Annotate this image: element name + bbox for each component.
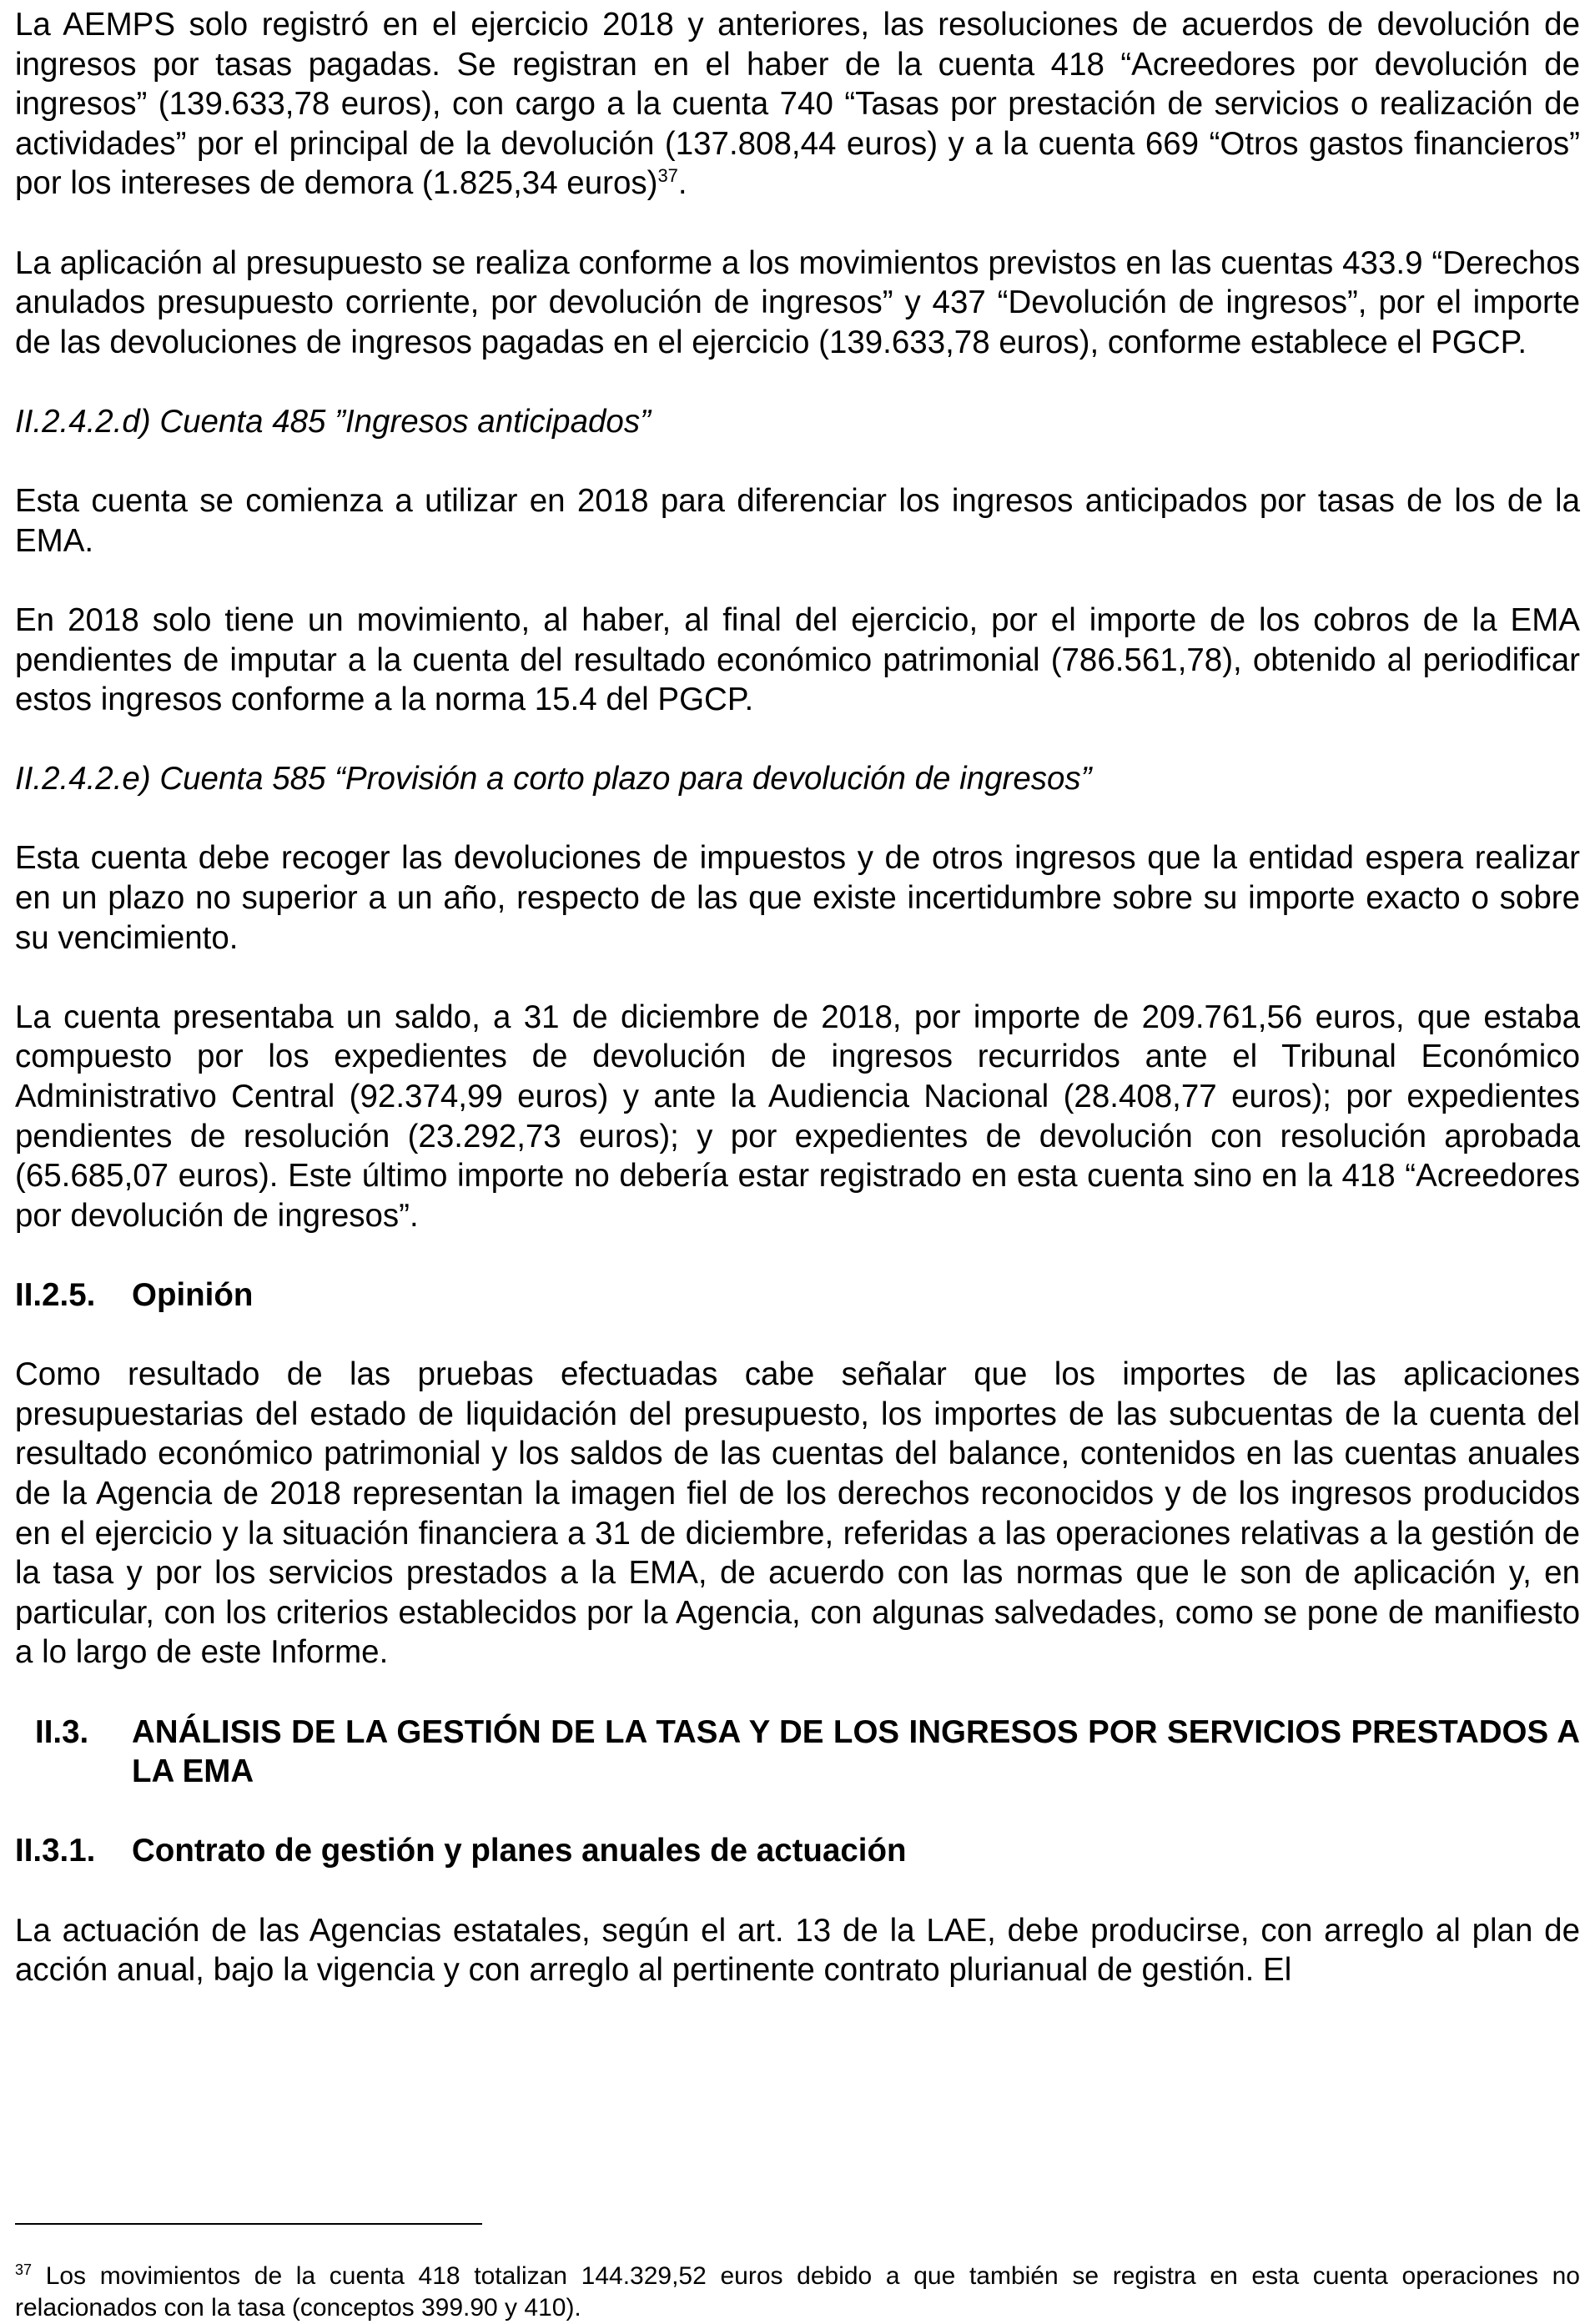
footnote-reference[interactable]: 37: [657, 165, 678, 187]
paragraph-cuenta-485-uso: Esta cuenta se comienza a utilizar en 2018 para diferenciar los ingresos anticipados por tasas de los de la EMA.: [15, 483, 1580, 559]
paragraph-registro-devoluciones: [15, 5, 1580, 204]
footnote-number: 37: [15, 2261, 33, 2278]
section-title: Contrato de gestión y planes anuales de actuación: [132, 1833, 907, 1869]
paragraph-aplicacion-presupuesto: La aplicación al presupuesto se realiza conforme a los movimientos previstos en las cuentas 433.9 “Derechos anulados presupuesto corriente, por devolución de ingresos” y 437 “Devolución de ingresos”, por el importe de las devoluciones de ingresos pagadas en el ejercicio (139.633,78 euros), conforme establece el PGCP.: [15, 244, 1580, 360]
section-number: II.3.: [35, 1713, 89, 1750]
section-heading-contrato: [15, 1831, 1580, 1871]
section-number: II.2.5.: [15, 1277, 96, 1313]
section-heading-opinion: [15, 1275, 1580, 1315]
section-heading-cuenta-585: II.2.4.2.e) Cuenta 585 “Provisión a corto plazo para devolución de ingresos”: [15, 761, 1092, 797]
section-number: II.3.1.: [15, 1833, 96, 1869]
paragraph-opinion: Como resultado de las pruebas efectuadas cabe señalar que los importes de las aplicaciones presupuestarias del estado de liquidación del presupuesto, los importes de las subcuentas de la cuenta del resultado económico patrimonial y los saldos de las cuentas del balance, contenidos en las cuentas anuales de la Agencia de 2018 representan la imagen fiel de los derechos reconocidos y de los ingresos producidos en el ejercicio y la situación financiera a 31 de diciembre, referidas a las operaciones relativas a la gestión de la tasa y por los servicios prestados a la EMA, de acuerdo con las normas que le son de aplicación y, en particular, con los criterios establecidos por la Agencia, con algunas salvedades, como se pone de manifiesto a lo largo de este Informe.: [15, 1356, 1580, 1671]
footnote-separator: [15, 2223, 482, 2225]
paragraph-end: .: [677, 165, 687, 202]
section-heading-analisis: [15, 1713, 1580, 1792]
document-page: [15, 5, 1580, 2030]
paragraph-cuenta-585-definicion: Esta cuenta debe recoger las devoluciones de impuestos y de otros ingresos que la entidad espera realizar en un plazo no superior a un año, respecto de las que existe incertidumbre sobre su importe exacto o sobre su vencimiento.: [15, 840, 1580, 956]
section-heading-cuenta-485: II.2.4.2.d) Cuenta 485 ”Ingresos anticipados”: [15, 403, 651, 440]
footnote-37: [15, 2261, 1580, 2324]
footnote-text: Los movimientos de la cuenta 418 totalizan 144.329,52 euros debido a que también se registra en esta cuenta operaciones no relacionados con la tasa (conceptos 399.90 y 410).: [15, 2262, 1580, 2321]
paragraph-actuacion-agencias: La actuación de las Agencias estatales, según el art. 13 de la LAE, debe producirse, con arreglo al plan de acción anual, bajo la vigencia y con arreglo al pertinente contrato plurianual de gestión. El: [15, 1912, 1580, 1989]
section-title: ANÁLISIS DE LA GESTIÓN DE LA TASA Y DE LOS INGRESOS POR SERVICIOS PRESTADOS A LA EMA: [132, 1713, 1580, 1790]
section-title: Opinión: [132, 1277, 254, 1313]
paragraph-cuenta-485-movimiento: En 2018 solo tiene un movimiento, al haber, al final del ejercicio, por el importe de los cobros de la EMA pendientes de imputar a la cuenta del resultado económico patrimonial (786.561,78), obtenido al periodificar estos ingresos conforme a la norma 15.4 del PGCP.: [15, 601, 1580, 718]
paragraph-text: La AEMPS solo registró en el ejercicio 2018 y anteriores, las resoluciones de acuerdos de devolución de ingresos por tasas pagadas. Se registran en el haber de la cuenta 418 “Acreedores por devolución de ingresos” (139.633,78 euros), con cargo a la cuenta 740 “Tasas por prestación de servicios o realización de actividades” por el principal de la devolución (137.808,44 euros) y a la cuenta 669 “Otros gastos financieros” por los intereses de demora (1.825,34 euros): [15, 7, 1580, 202]
paragraph-cuenta-585-saldo: La cuenta presentaba un saldo, a 31 de diciembre de 2018, por importe de 209.761,56 euros, que estaba compuesto por los expedientes de devolución de ingresos recurridos ante el Tribunal Económico Administrativo Central (92.374,99 euros) y ante la Audiencia Nacional (28.408,77 euros); por expedientes pendientes de resolución (23.292,73 euros); y por expedientes de devolución con resolución aprobada (65.685,07 euros). Este último importe no debería estar registrado en esta cuenta sino en la 418 “Acreedores por devolución de ingresos”.: [15, 999, 1580, 1234]
